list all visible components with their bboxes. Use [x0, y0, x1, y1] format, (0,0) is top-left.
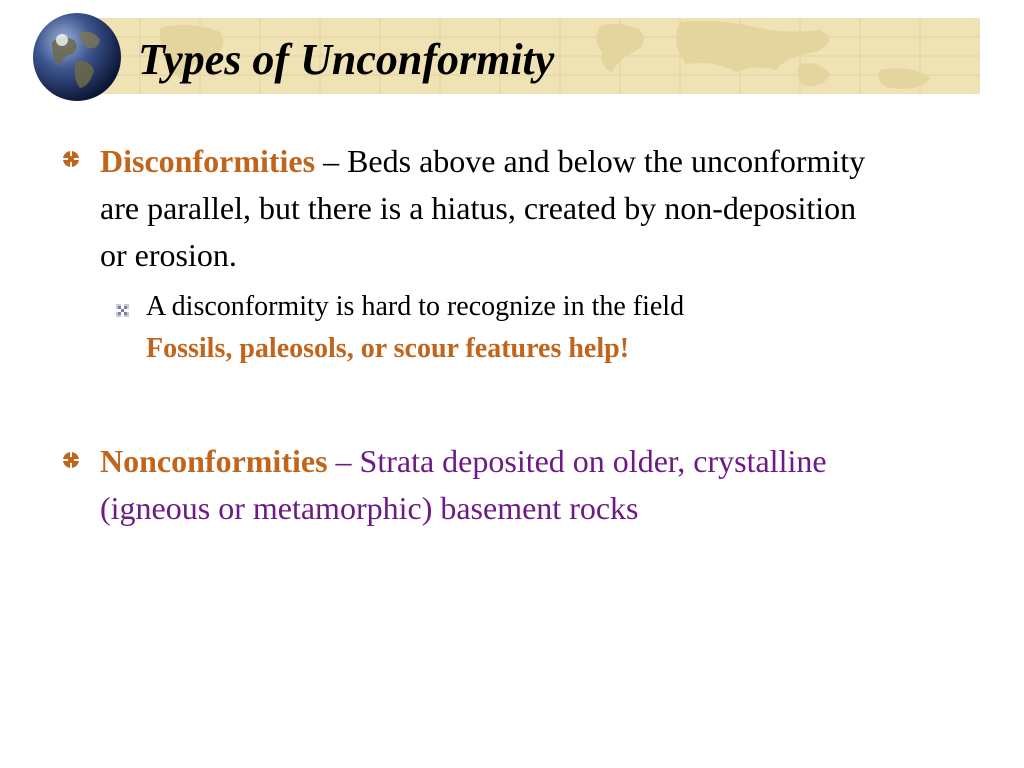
bullet-1-icon: [62, 150, 80, 168]
bullet-1-text: [100, 138, 880, 279]
bullet-2-text: [100, 438, 880, 532]
disconformities-term: Disconformities: [100, 143, 316, 179]
bullet-2-icon: [62, 451, 80, 469]
bullet-2-dash: –: [327, 443, 360, 479]
bullet-2-description: Strata deposited on older, crystalline (igneous or metamorphic) basement rocks: [100, 443, 827, 526]
sub-bullet-icon: [116, 304, 129, 317]
bullet-1-dash: –: [315, 143, 348, 179]
sub-bullet-line-1: A disconformity is hard to recognize in the field: [146, 291, 685, 322]
sub-bullet-line-2: Fossils, paleosols, or scour features help!: [146, 333, 630, 364]
sub-bullet-text: [146, 286, 906, 370]
nonconformities-term: Nonconformities: [100, 443, 328, 479]
bullet-1-description: Beds above and below the unconformity are parallel, but there is a hiatus, created by non-deposition or erosion.: [100, 143, 866, 273]
globe-icon: [32, 12, 122, 102]
slide-title: Types of Unconformity: [138, 35, 555, 84]
